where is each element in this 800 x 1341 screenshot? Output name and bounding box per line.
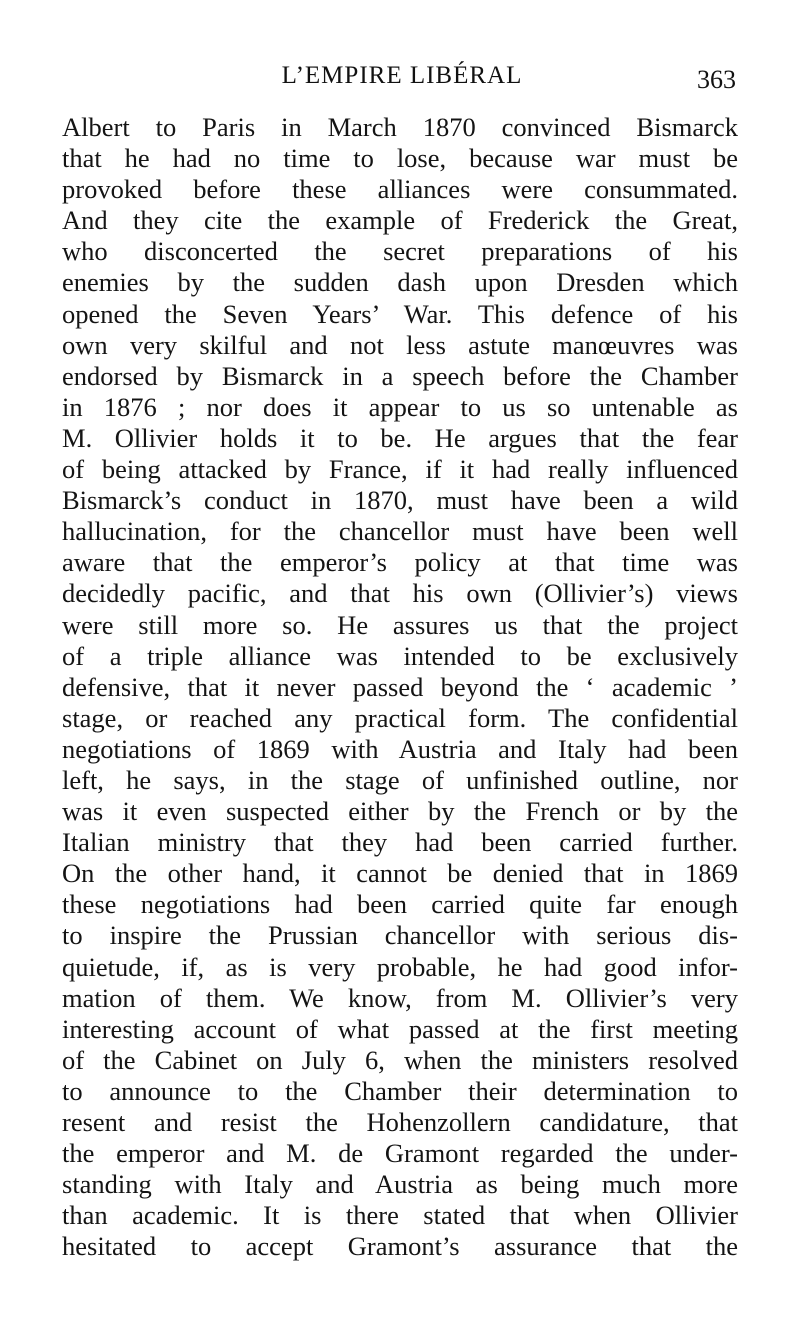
text-line: these negotiations had been carried quite far enough xyxy=(62,889,738,920)
text-line: standing with Italy and Austria as being much more xyxy=(62,1169,738,1200)
text-line: who disconcerted the secret preparations of his xyxy=(62,236,738,267)
text-line: of a triple alliance was intended to be exclusively xyxy=(62,640,738,671)
text-line: resent and resist the Hohenzollern candidature, that xyxy=(62,1107,738,1137)
text-line: mation of them. We know, from M. Ollivier’s very xyxy=(62,982,738,1013)
text-line: negotiations of 1869 with Austria and Italy had been xyxy=(62,733,738,764)
text-line: quietude, if, as is very probable, he had good infor- xyxy=(62,951,738,982)
text-line: enemies by the sudden dash upon Dresden which xyxy=(62,267,738,298)
text-line: provoked before these alliances were consummated. xyxy=(62,174,738,205)
body-text xyxy=(62,112,738,1262)
text-line: of being attacked by France, if it had really influenced xyxy=(62,454,738,485)
text-line: to announce to the Chamber their determination to xyxy=(62,1075,738,1106)
text-line: own very skilful and not less astute manœuvres was xyxy=(62,329,738,360)
text-line: stage, or reached any practical form. The confidential xyxy=(62,702,738,733)
text-line: to inspire the Prussian chancellor with serious dis- xyxy=(62,920,738,951)
text-line: the emperor and M. de Gramont regarded the under- xyxy=(62,1138,738,1169)
text-line: M. Ollivier holds it to be. He argues that the fear xyxy=(62,422,738,453)
text-line: On the other hand, it cannot be denied that in 1869 xyxy=(62,858,738,889)
text-line: aware that the emperor’s policy at that time was xyxy=(62,547,738,578)
text-line: endorsed by Bismarck in a speech before the Chamber xyxy=(62,360,738,391)
text-line: defensive, that it never passed beyond the ‘ academic ’ xyxy=(62,671,738,702)
text-line: Bismarck’s conduct in 1870, must have been a wild xyxy=(62,485,738,516)
text-line: opened the Seven Years’ War. This defence of his xyxy=(62,298,738,329)
text-line: in 1876 ; nor does it appear to us so untenable as xyxy=(62,391,738,422)
text-line: interesting account of what passed at the first meeting xyxy=(62,1013,738,1044)
text-line: hallucination, for the chancellor must have been well xyxy=(62,516,738,547)
text-line: than academic. It is there stated that when Ollivier xyxy=(62,1200,738,1231)
text-line: Italian ministry that they had been carried further. xyxy=(62,827,738,858)
page-number: 363 xyxy=(697,65,736,94)
text-line: Albert to Paris in March 1870 convinced Bismarck xyxy=(62,112,738,142)
text-line: was it even suspected either by the French or by the xyxy=(62,796,738,827)
text-line: hesitated to accept Gramont’s assurance that the xyxy=(62,1231,738,1262)
text-line: that he had no time to lose, because war must be xyxy=(62,143,738,174)
running-head xyxy=(62,58,742,94)
running-title: L’EMPIRE LIBÉRAL xyxy=(281,62,523,89)
text-line: were still more so. He assures us that the project xyxy=(62,609,738,640)
text-line: of the Cabinet on July 6, when the ministers resolved xyxy=(62,1044,738,1075)
text-line: And they cite the example of Frederick the Great, xyxy=(62,205,738,236)
text-line: decidedly pacific, and that his own (Ollivier’s) views xyxy=(62,578,738,609)
text-line: left, he says, in the stage of unfinished outline, nor xyxy=(62,764,738,795)
